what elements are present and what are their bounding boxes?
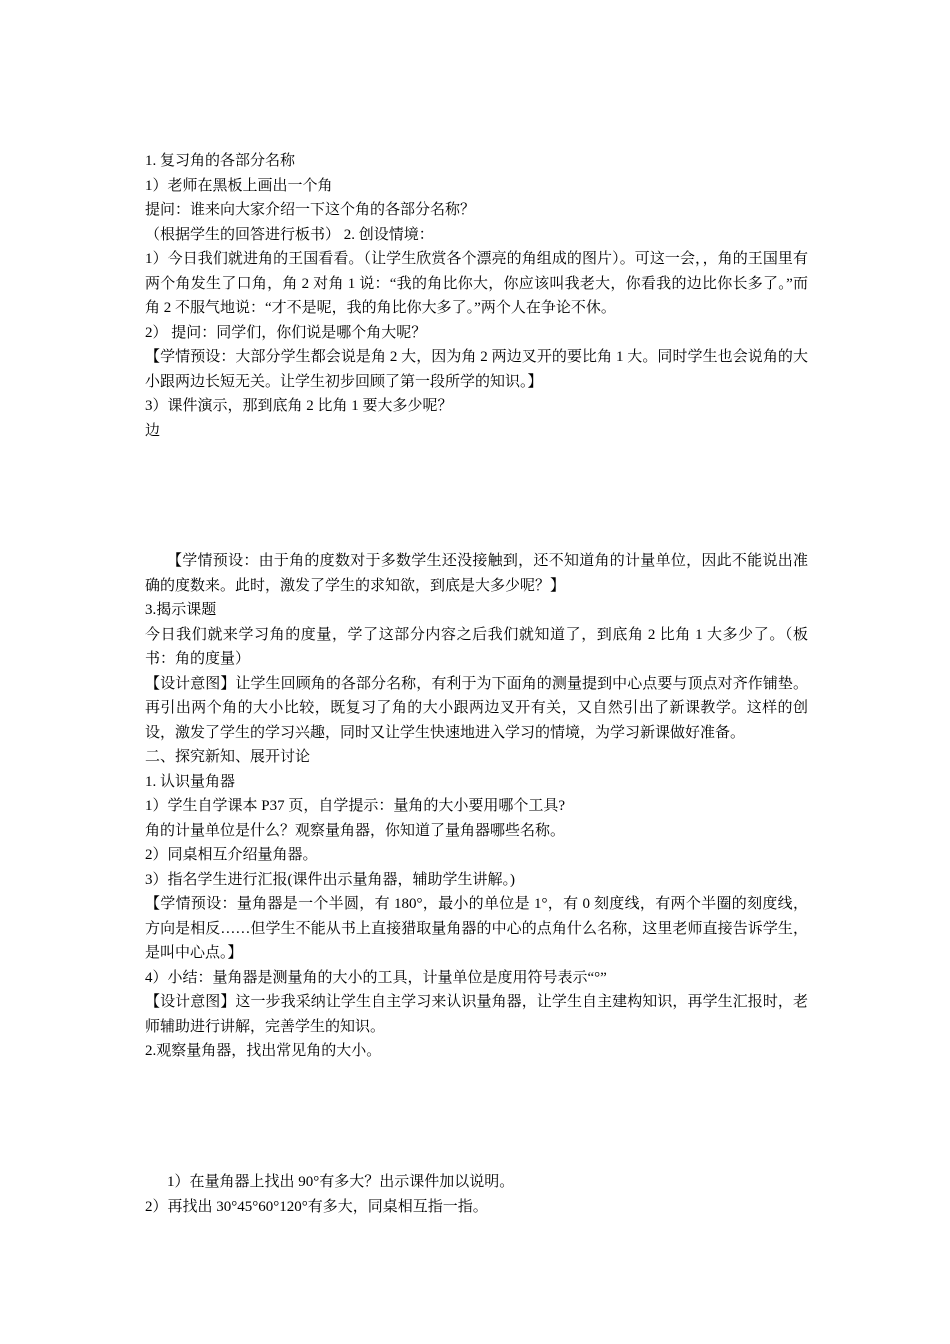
paragraph: 【学情预设：量角器是一个半圆，有 180°，最小的单位是 1°，有 0 刻度线，有两个半圈的刻度线，方向是相反……但学生不能从书上直接猎取量角器的中心的点角什么名称，这里老师直接告诉学生，是叫中心点。】 bbox=[145, 896, 808, 961]
paragraph: 今日我们就来学习角的度量，学了这部分内容之后我们就知道了，到底角 2 比角 1 大多少了。（板书：角的度量） bbox=[145, 626, 808, 667]
paragraph: 1）老师在黑板上画出一个角 bbox=[145, 177, 333, 194]
paragraph: 边 bbox=[145, 422, 161, 439]
paragraph: 【学情预设：由于角的度数对于多数学生还没接触到，还不知道角的计量单位，因此不能说出准确的度数来。此时，激发了学生的求知欲，到底是大多少呢？】 bbox=[145, 553, 808, 594]
section-review bbox=[145, 149, 808, 443]
paragraph: 【设计意图】这一步我采纳让学生自主学习来认识量角器，让学生自主建构知识，再学生汇报时，老师辅助进行讲解，完善学生的知识。 bbox=[145, 994, 808, 1035]
paragraph: 3）课件演示，那到底角 2 比角 1 要大多少呢？ bbox=[145, 398, 453, 414]
paragraph: 提问：谁来向大家介绍一下这个角的各部分名称？ bbox=[145, 202, 476, 218]
paragraph: 2） 提问：同学们，你们说是哪个角大呢？ bbox=[145, 324, 427, 341]
section-find-angles bbox=[145, 1170, 808, 1219]
paragraph: （根据学生的回答进行板书） 2. 创设情境： bbox=[145, 226, 434, 243]
paragraph: 【学情预设：大部分学生都会说是角 2 大，因为角 2 两边叉开的要比角 1 大。同时学生也会说角的大小跟两边长短无关。让学生初步回顾了第一段所学的知识。】 bbox=[145, 349, 808, 390]
paragraph: 1）在量角器上找出 90°有多大？出示课件加以说明。 bbox=[167, 1174, 515, 1190]
section-explore bbox=[145, 549, 808, 1064]
heading-reveal-topic: 3.揭示课题 bbox=[145, 602, 217, 618]
paragraph: 2）同桌相互介绍量角器。 bbox=[145, 847, 318, 863]
heading-know-protractor: 1. 认识量角器 bbox=[145, 773, 236, 790]
heading-review-angle-parts: 1. 复习角的各部分名称 bbox=[145, 153, 296, 169]
paragraph: 【设计意图】让学生回顾角的各部分名称，有利于为下面角的测量提到中心点要与顶点对齐作铺垫。再引出两个角的大小比较，既复习了角的大小跟两边叉开有关，又自然引出了新课教学。这样的创设，激发了学生的学习兴趣，同时又让学生快速地进入学习的情境，为学习新课做好准备。 bbox=[145, 675, 808, 741]
paragraph: 角的计量单位是什么？观察量角器，你知道了量角器哪些名称。 bbox=[145, 822, 566, 839]
heading-observe-protractor: 2.观察量角器，找出常见角的大小。 bbox=[145, 1043, 382, 1059]
heading-explore: 二、探究新知、展开讨论 bbox=[145, 749, 311, 765]
paragraph: 2）再找出 30°45°60°120°有多大，同桌相互指一指。 bbox=[145, 1198, 488, 1215]
paragraph: 3）指名学生进行汇报(课件出示量角器，辅助学生讲解。) bbox=[145, 871, 515, 888]
paragraph: 4）小结：量角器是测量角的大小的工具，计量单位是度用符号表示“°” bbox=[145, 969, 607, 986]
paragraph: 1）学生自学课本 P37 页，自学提示：量角的大小要用哪个工具? bbox=[145, 798, 566, 814]
paragraph: 1）今日我们就进角的王国看看。（让学生欣赏各个漂亮的角组成的图片）。可这一会，，角的王国里有两个角发生了口角，角 2 对角 1 说：“我的角比你大，你应该叫我老大，你看我的边比你长多了。”而角 2 不服气地说：“才不是呢，我的角比你大多了。”两个人在争论不休。 bbox=[145, 251, 808, 316]
